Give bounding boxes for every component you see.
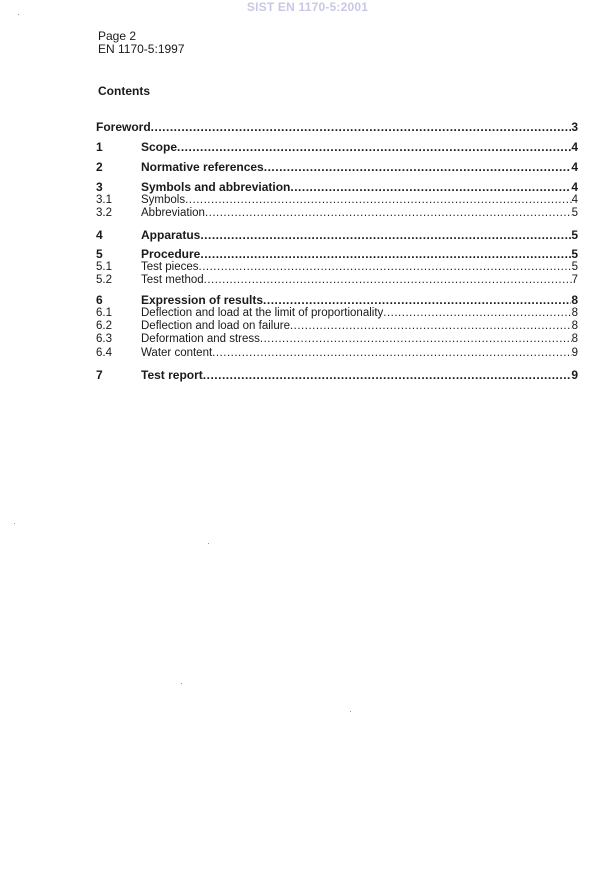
toc-page: 7 (571, 274, 578, 286)
standard-reference: EN 1170-5:1997 (98, 42, 185, 56)
toc-entry[interactable] (96, 247, 578, 261)
dot-leader (200, 228, 571, 242)
dot-leader (205, 206, 572, 220)
toc-page: 5 (571, 228, 578, 242)
toc-title: Test report (141, 368, 203, 382)
toc-number: 5.1 (96, 261, 112, 273)
toc-number: 6.4 (96, 347, 112, 359)
toc-number: 1 (96, 140, 103, 154)
toc-entry[interactable] (96, 368, 578, 382)
toc-title: Expression of results (141, 293, 264, 307)
watermark: SIST EN 1170-5:2001 (246, 0, 369, 14)
toc-title: Deformation and stress (141, 333, 260, 345)
toc-page: 4 (571, 140, 578, 154)
toc-title: Scope (141, 140, 178, 154)
toc-number: 5 (96, 247, 103, 261)
toc-title: Normative references (141, 160, 264, 174)
toc-number: 4 (96, 228, 103, 242)
toc-entry[interactable] (96, 332, 578, 346)
toc-entry[interactable] (96, 306, 578, 320)
toc-page: 4 (571, 194, 578, 206)
toc-entry[interactable] (96, 160, 578, 174)
toc-number: 3 (96, 180, 103, 194)
toc-number: 2 (96, 160, 103, 174)
toc-title: Test method (141, 274, 204, 286)
toc-title: Water content (141, 347, 213, 359)
dot-leader (204, 273, 572, 287)
dot-leader (264, 160, 572, 174)
toc-page: 5 (571, 261, 578, 273)
toc-entry[interactable] (96, 346, 578, 360)
toc-number: 7 (96, 368, 103, 382)
toc-title: Foreword (96, 120, 151, 134)
toc-entry[interactable] (96, 228, 578, 242)
toc-title: Procedure (141, 247, 201, 261)
toc-entry[interactable] (96, 260, 578, 274)
toc-number: 5.2 (96, 274, 112, 286)
toc-number: 6 (96, 293, 103, 307)
dot-leader (383, 306, 571, 320)
toc-title: Apparatus (141, 228, 201, 242)
toc-page: 8 (571, 320, 578, 332)
toc-title: Deflection and load at the limit of proportionality (141, 307, 384, 319)
toc-page: 4 (571, 180, 578, 194)
dot-leader (177, 140, 571, 154)
toc-title: Abbreviation (141, 207, 205, 219)
toc-entry[interactable] (96, 180, 578, 194)
toc-entry[interactable] (96, 273, 578, 287)
toc-page: 5 (571, 207, 578, 219)
toc-page: 5 (571, 247, 578, 261)
toc-entry[interactable] (96, 319, 578, 333)
toc-entry[interactable] (96, 193, 578, 207)
dot-leader (203, 368, 572, 382)
dot-leader (260, 332, 572, 346)
toc-page: 9 (571, 368, 578, 382)
toc-number: 3.2 (96, 207, 112, 219)
dot-leader (212, 346, 571, 360)
toc-number: 6.3 (96, 333, 112, 345)
dot-leader (290, 319, 572, 333)
dot-leader (185, 193, 571, 207)
toc-title: Symbols (141, 194, 186, 206)
toc-number: 6.1 (96, 307, 112, 319)
dot-leader (151, 120, 572, 134)
toc-title: Symbols and abbreviation (141, 180, 291, 194)
toc-title: Deflection and load on failure (141, 320, 290, 332)
toc-title: Test pieces (141, 261, 199, 273)
contents-heading: Contents (98, 84, 150, 98)
dot-leader (199, 260, 572, 274)
toc-entry[interactable] (96, 140, 578, 154)
dot-leader (290, 180, 571, 194)
toc-page: 9 (571, 347, 578, 359)
toc-page: 3 (571, 120, 578, 134)
toc-page: 4 (571, 160, 578, 174)
toc-page: 8 (571, 293, 578, 307)
toc-entry[interactable] (96, 293, 578, 307)
toc-entry[interactable] (96, 206, 578, 220)
toc-entry[interactable] (96, 120, 578, 134)
toc-number: 3.1 (96, 194, 112, 206)
page-number: Page 2 (98, 29, 137, 43)
dot-leader (200, 247, 571, 261)
toc-number: 6.2 (96, 320, 112, 332)
dot-leader (263, 293, 571, 307)
toc-page: 8 (571, 307, 578, 319)
toc-page: 8 (571, 333, 578, 345)
